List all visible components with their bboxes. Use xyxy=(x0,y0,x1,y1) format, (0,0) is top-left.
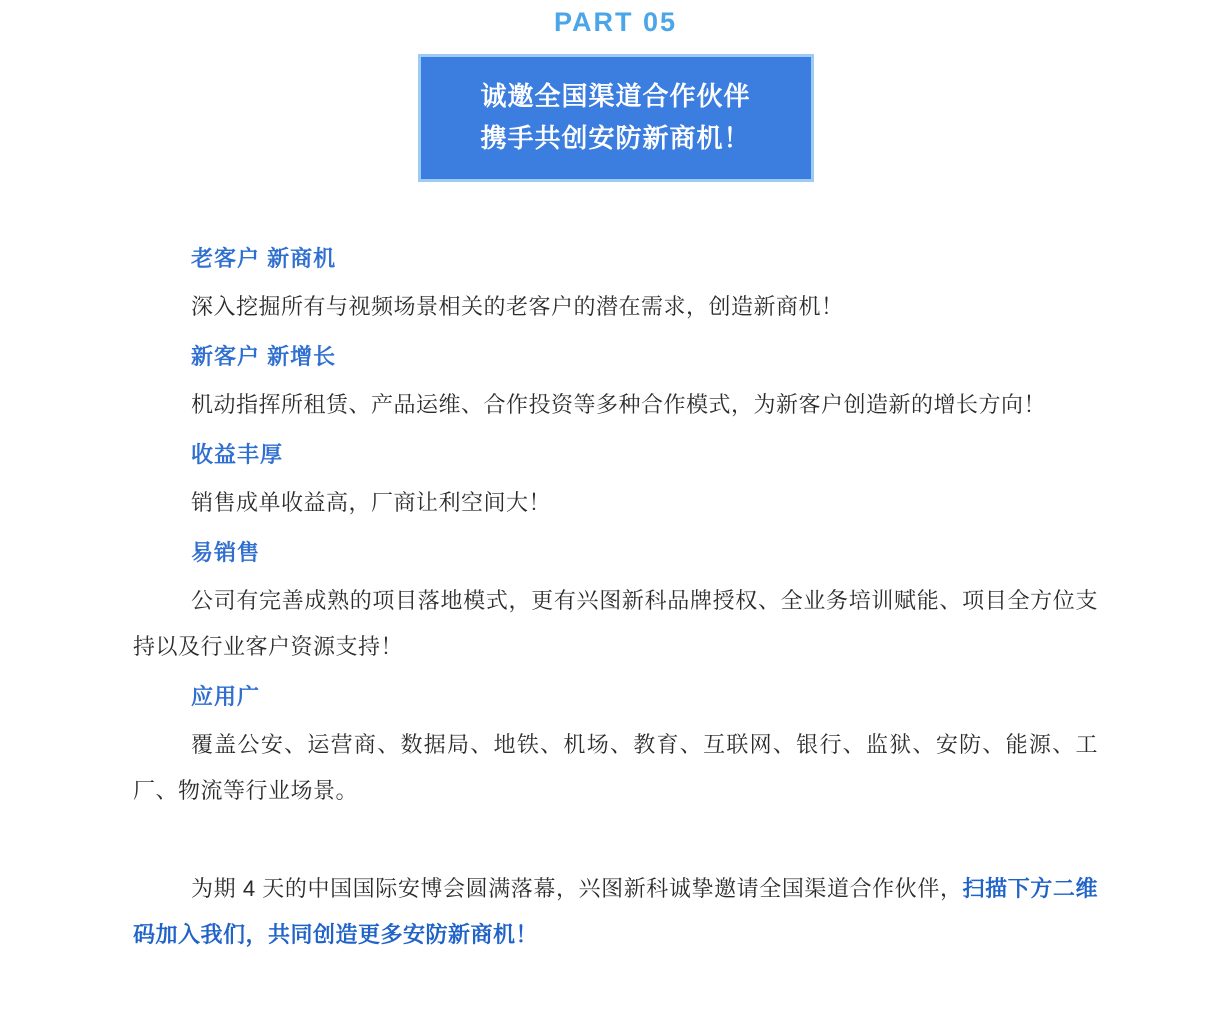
section-body: 公司有完善成熟的项目落地模式，更有兴图新科品牌授权、全业务培训赋能、项目全方位支持以及行业客户资源支持！ xyxy=(133,588,1098,660)
closing-accent-text: 扫描下方二维码加入我们，共同创造更多安防新商机！ xyxy=(133,876,1098,948)
part-label: PART 05 xyxy=(553,7,678,37)
section-heading: 新客户 新增长 xyxy=(191,344,337,370)
section-new-customers xyxy=(133,332,1098,428)
section-body: 机动指挥所租赁、产品运维、合作投资等多种合作模式，为新客户创造新的增长方向！ xyxy=(191,392,1047,418)
section-heading: 收益丰厚 xyxy=(191,442,284,468)
section-body: 覆盖公安、运营商、数据局、地铁、机场、教育、互联网、银行、监狱、安防、能源、工厂、物流等行业场景。 xyxy=(133,732,1098,804)
section-body: 深入挖掘所有与视频场景相关的老客户的潜在需求，创造新商机！ xyxy=(191,294,844,320)
title-banner xyxy=(418,54,814,182)
section-heading: 老客户 新商机 xyxy=(191,246,337,272)
content-body xyxy=(0,234,1231,958)
section-easy-sales xyxy=(133,528,1098,670)
section-heading: 应用广 xyxy=(191,684,261,710)
section-body: 销售成单收益高，厂商让利空间大！ xyxy=(191,490,552,516)
title-line-1: 诚邀全国渠道合作伙伴 xyxy=(480,81,751,112)
title-line-2: 携手共创安防新商机！ xyxy=(480,123,751,154)
section-heading: 易销售 xyxy=(191,540,261,566)
closing-paragraph xyxy=(133,866,1098,958)
section-wide-application xyxy=(133,672,1098,814)
section-old-customers xyxy=(133,234,1098,330)
section-high-profit xyxy=(133,430,1098,526)
closing-plain-text: 为期 4 天的中国国际安博会圆满落幕，兴图新科诚挚邀请全国渠道合作伙伴， xyxy=(191,876,963,902)
